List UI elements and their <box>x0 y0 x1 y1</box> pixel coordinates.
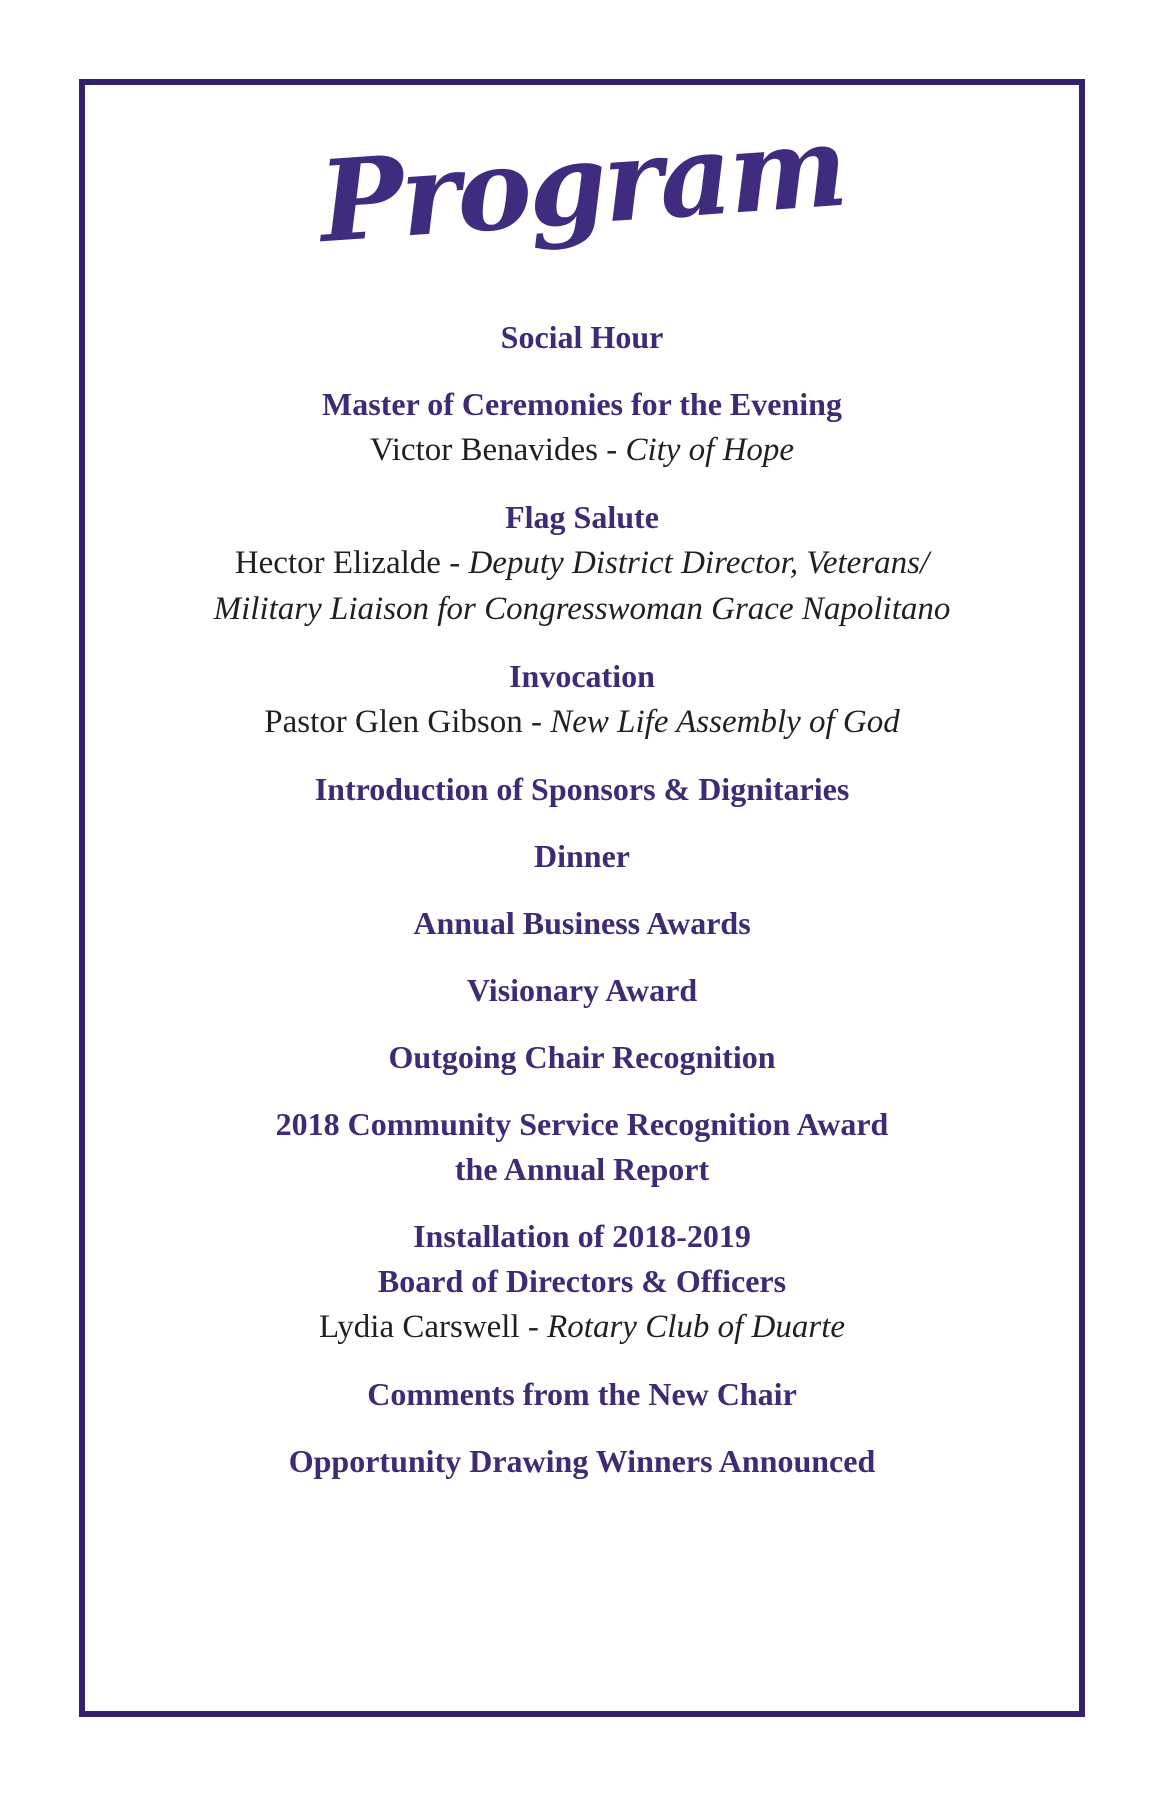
section-heading: Comments from the New Chair <box>367 1376 797 1412</box>
section-heading: the Annual Report <box>454 1151 710 1187</box>
section-heading: Board of Directors & Officers <box>377 1263 787 1299</box>
detail-person: Lydia Carswell - <box>318 1309 548 1345</box>
detail-organization: New Life Assembly of God <box>550 704 900 740</box>
program-section <box>85 901 1079 946</box>
program-section <box>85 315 1079 360</box>
detail-person: Pastor Glen Gibson - <box>264 704 551 740</box>
section-heading: Dinner <box>534 838 630 874</box>
detail-organization: Deputy District Director, Veterans/ <box>468 545 930 581</box>
section-heading: Visionary Award <box>466 972 698 1008</box>
program-section <box>85 1439 1079 1484</box>
section-heading: Invocation <box>509 658 655 694</box>
section-heading: Annual Business Awards <box>413 905 751 941</box>
program-section <box>85 1214 1079 1350</box>
detail-person: Victor Benavides - <box>369 432 626 468</box>
detail-organization: Military Liaison for Congresswoman Grace Napolitano <box>213 591 951 627</box>
detail-organization: City of Hope <box>625 432 795 468</box>
section-heading: Installation of 2018-2019 <box>413 1218 751 1254</box>
program-section <box>85 968 1079 1013</box>
program-section <box>85 382 1079 473</box>
section-heading: Social Hour <box>500 319 664 355</box>
program-sections <box>85 315 1079 1484</box>
section-detail-line <box>85 586 1079 632</box>
section-heading: Introduction of Sponsors & Dignitaries <box>314 771 850 807</box>
program-section <box>85 834 1079 879</box>
section-heading: 2018 Community Service Recognition Award <box>275 1106 889 1142</box>
section-heading: Master of Ceremonies for the Evening <box>322 386 842 422</box>
section-detail-line <box>85 699 1079 745</box>
section-detail-line <box>85 427 1079 473</box>
program-title: Program <box>315 100 849 269</box>
program-section <box>85 767 1079 812</box>
section-heading: Opportunity Drawing Winners Announced <box>288 1443 876 1479</box>
program-section <box>85 495 1079 632</box>
program-section <box>85 654 1079 745</box>
detail-organization: Rotary Club of Duarte <box>547 1309 846 1345</box>
program-section <box>85 1102 1079 1192</box>
section-heading: Flag Salute <box>505 499 659 535</box>
border-frame <box>79 79 1085 1717</box>
detail-person: Hector Elizalde - <box>234 545 469 581</box>
section-detail-line <box>85 1304 1079 1350</box>
section-detail-line <box>85 540 1079 586</box>
program-section <box>85 1372 1079 1417</box>
section-heading: Outgoing Chair Recognition <box>388 1039 776 1075</box>
program-section <box>85 1035 1079 1080</box>
